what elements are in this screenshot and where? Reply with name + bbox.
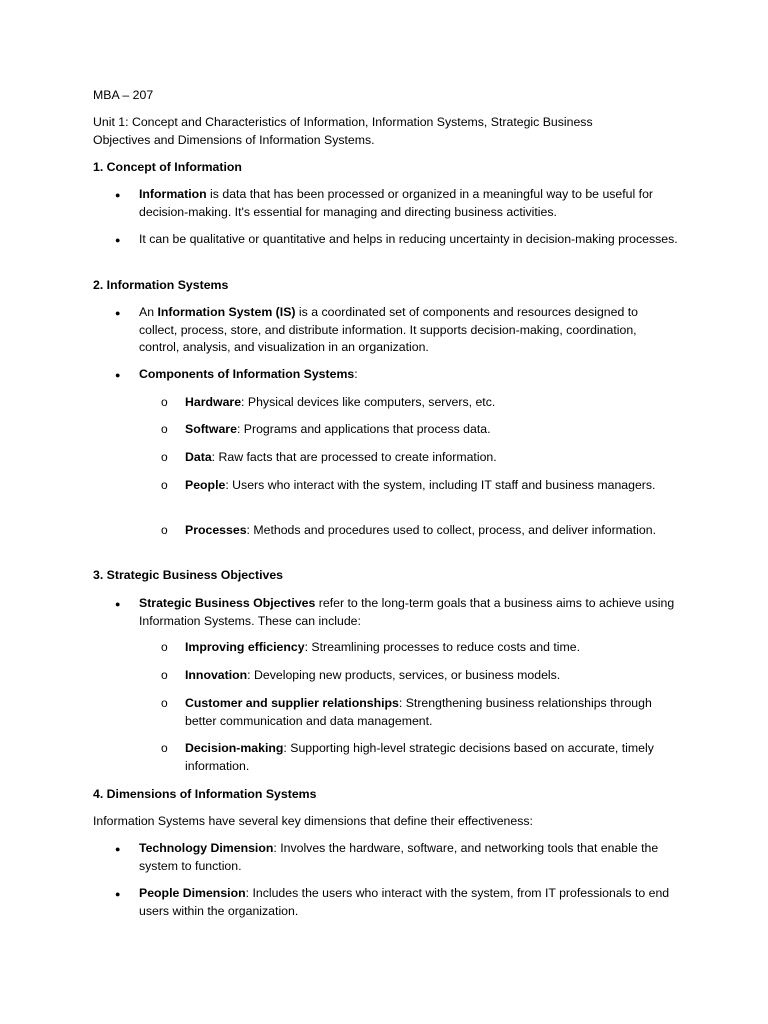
bullet-circle: o	[161, 395, 168, 409]
bullet-circle: o	[161, 478, 168, 492]
bullet-dot: ●	[115, 599, 121, 609]
list-item: An Information System (IS) is a coordinated set of components and resources designed to collect, process, store, and distribute information. It supports decision-making, coordination, control, analysis, and visualization in an organization.	[139, 305, 638, 354]
bullet-dot: ●	[115, 889, 121, 899]
bullet-circle: o	[161, 668, 168, 682]
bullet-dot: ●	[115, 370, 121, 380]
list-item: It can be qualitative or quantitative and helps in reducing uncertainty in decision-making processes.	[139, 232, 678, 246]
unit-title: Unit 1: Concept and Characteristics of Information, Information Systems, Strategic Business Objectives and Dimensions of Information Systems.	[93, 115, 593, 147]
bullet-circle: o	[161, 696, 168, 710]
bullet-circle: o	[161, 741, 168, 755]
bullet-circle: o	[161, 523, 168, 537]
bullet-circle: o	[161, 640, 168, 654]
sub-list-item: People: Users who interact with the system, including IT staff and business managers.	[185, 478, 656, 492]
sub-list-item: Decision-making: Supporting high-level strategic decisions based on accurate, timely information.	[185, 741, 654, 773]
section-intro: Information Systems have several key dimensions that define their effectiveness:	[93, 814, 533, 828]
section-heading: 3. Strategic Business Objectives	[93, 568, 284, 582]
list-item: People Dimension: Includes the users who interact with the system, from IT professionals to end users within the organization.	[139, 886, 670, 918]
sub-list-item: Processes: Methods and procedures used to collect, process, and deliver information.	[185, 523, 656, 537]
bullet-circle: o	[161, 450, 168, 464]
section-heading: 2. Information Systems	[93, 278, 229, 292]
list-item: Components of Information Systems:	[139, 367, 358, 381]
sub-list-item: Innovation: Developing new products, services, or business models.	[185, 668, 561, 682]
sub-list-item: Data: Raw facts that are processed to create information.	[185, 450, 497, 464]
bullet-circle: o	[161, 422, 168, 436]
bullet-dot: ●	[115, 308, 121, 318]
sub-list-item: Customer and supplier relationships: Strengthening business relationships through better communication and data management.	[185, 696, 652, 728]
bullet-dot: ●	[115, 190, 121, 200]
sub-list-item: Software: Programs and applications that process data.	[185, 422, 491, 436]
list-item: Information is data that has been processed or organized in a meaningful way to be useful for decision-making. It's essential for managing and directing business activities.	[139, 187, 654, 219]
list-item: Strategic Business Objectives refer to the long-term goals that a business aims to achieve using Information Systems. These can include:	[139, 596, 675, 628]
bullet-dot: ●	[115, 235, 121, 245]
bullet-dot: ●	[115, 844, 121, 854]
section-heading: 4. Dimensions of Information Systems	[93, 787, 317, 801]
sub-list-item: Improving efficiency: Streamlining processes to reduce costs and time.	[185, 640, 581, 654]
course-code: MBA – 207	[93, 88, 154, 102]
list-item: Technology Dimension: Involves the hardware, software, and networking tools that enable the system to function.	[139, 841, 659, 873]
section-heading: 1. Concept of Information	[93, 160, 242, 174]
sub-list-item: Hardware: Physical devices like computers, servers, etc.	[185, 395, 496, 409]
